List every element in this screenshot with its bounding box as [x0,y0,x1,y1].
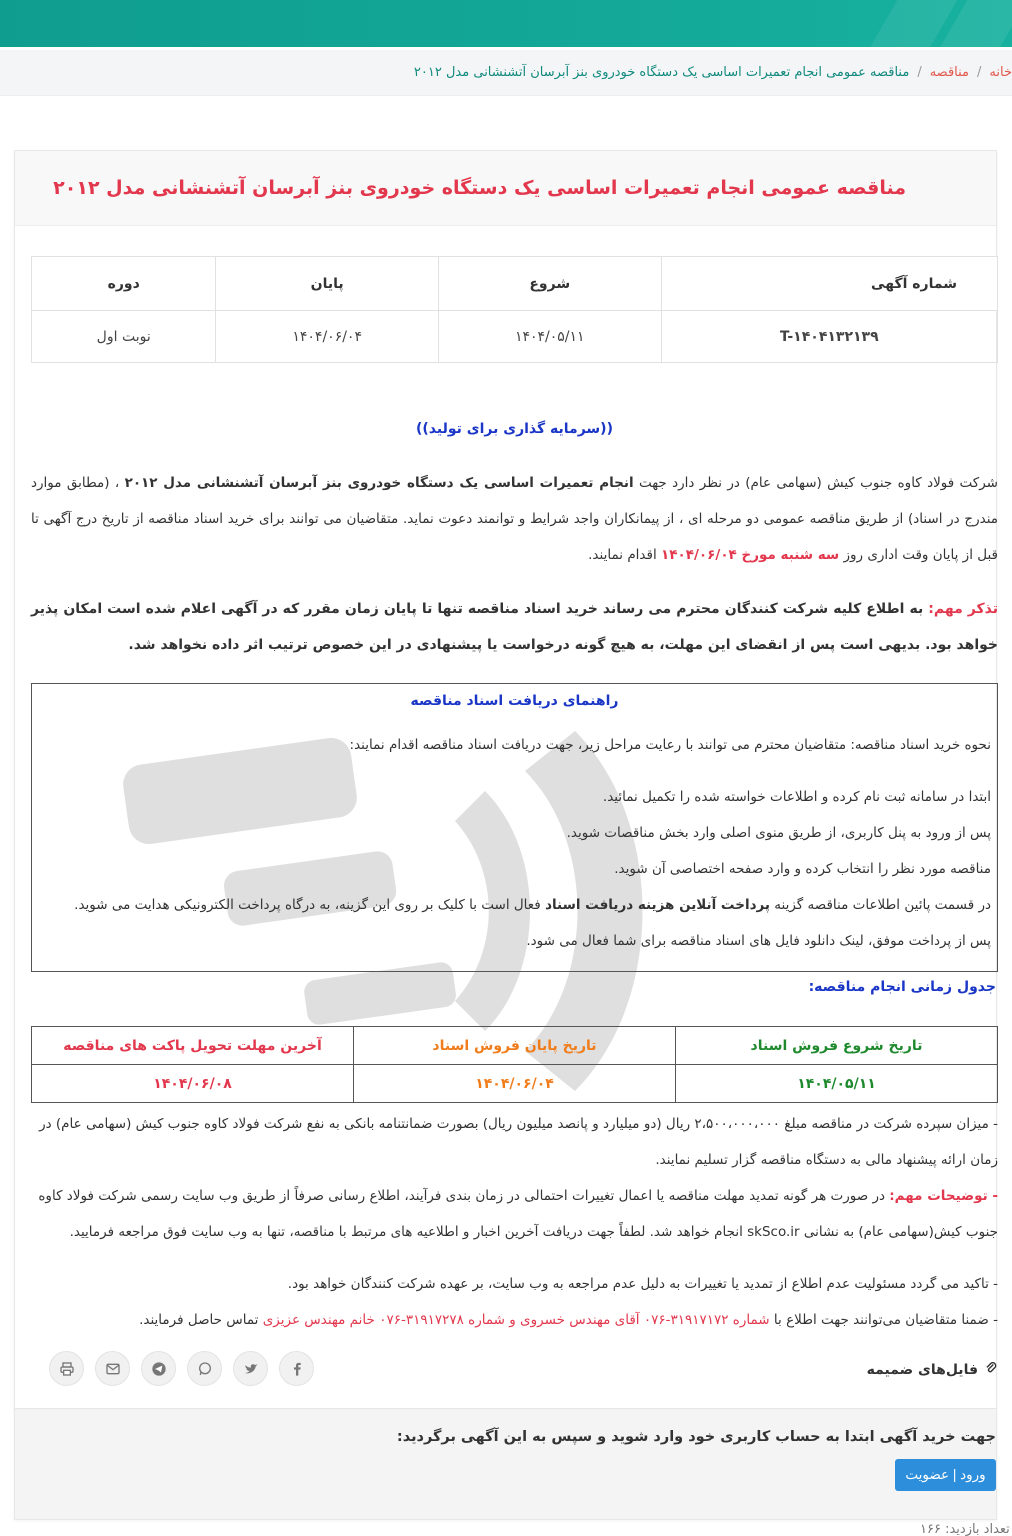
share-row [31,1351,998,1391]
login-prompt [15,1408,996,1519]
attachments-label: فایل‌های ضمیمه [866,1362,978,1378]
guide-step-4a: در قسمت پائین اطلاعات مناقصه گزینه [774,897,991,913]
guide-intro: نحوه خرید اسناد مناقصه: متقاضیان محترم می توانند با رعایت مراحل زیر، جهت دریافت اسناد مناقصه اقدام نمایند: [349,737,991,753]
breadcrumb-separator: / [977,65,982,80]
header-start: شروع [438,257,661,311]
ad-number-value: T-۱۴۰۴۱۳۲۱۳۹ [661,311,997,363]
contact-phones: شماره ۳۱۹۱۷۱۷۲-۰۷۶ آقای مهندس خسروی و شماره ۳۱۹۱۷۲۷۸-۰۷۶ خانم مهندس عزیزی [262,1312,770,1328]
top-header-bar [0,0,1012,47]
schedule-title: جدول زمانی انجام مناقصه: [808,979,996,995]
breadcrumb-home[interactable]: خانه [989,65,1012,80]
twitter-icon[interactable] [233,1351,268,1386]
explanation-note [31,1178,998,1250]
facebook-icon[interactable] [279,1351,314,1386]
telegram-icon[interactable] [141,1351,176,1386]
contact-note [31,1302,998,1338]
guide-step: مناقصه مورد نظر را انتخاب کرده و وارد صفحه اختصاصی آن شوید. [614,861,991,877]
schedule-header-end: تاریخ پایان فروش اسناد [354,1027,676,1065]
end-date-value: ۱۴۰۴/۰۶/۰۴ [216,311,439,363]
purchase-guide-box [31,683,998,972]
header-end: پایان [216,257,439,311]
intro-deadline: سه شنبه مورخ ۱۴۰۴/۰۶/۰۴ [661,547,840,563]
whatsapp-icon[interactable] [187,1351,222,1386]
notice-text: به اطلاع کلیه شرکت کنندگان محترم می رساند خرید اسناد مناقصه تنها تا پایان زمان مقرر که در آگهی اعلام شده است امکان پذیر خواهد بود. بدیهی است پس از انقضای این مهلت، به هیچ گونه درخواست یا پیشنهادی در این خصوص ترتیب اثر داده نخواهد شد. [31,601,998,653]
header-round: دوره [32,257,216,311]
intro-paragraph [31,465,998,573]
contact-text-a: - ضمنا متقاضیان می‌توانند جهت اطلاع با [773,1312,998,1328]
intro-subject: انجام تعمیرات اساسی یک دستگاه خودروی بنز آبرسان آتشنشانی مدل ۲۰۱۲ [124,475,634,491]
responsibility-note: - تاکید می گردد مسئولیت عدم اطلاع از تمدید یا تغییرات به دلیل عدم مراجعه به وب سایت، بر عهده شرکت کنندگان خواهد بود. [287,1276,998,1292]
guide-title: راهنمای دریافت اسناد مناقصه [410,693,619,709]
tender-info-table [31,256,998,363]
notes-section [31,1106,998,1338]
intro-text-3: اقدام نمایند. [588,547,657,563]
guide-step: پس از ورود به پنل کاربری، از طریق منوی اصلی وارد بخش مناقصات شوید. [566,825,991,841]
paperclip-icon [984,1361,998,1379]
notice-label: تذکر مهم: [928,601,998,617]
page-title: مناقصه عمومی انجام تعمیرات اساسی یک دستگاه خودروی بنز آبرسان آتشنشانی مدل ۲۰۱۲ [53,177,906,199]
guide-step: ابتدا در سامانه ثبت نام کرده و اطلاعات خواسته شده را تکمیل نمائید. [602,789,991,805]
schedule-start-date: ۱۴۰۴/۰۵/۱۱ [676,1065,998,1103]
intro-text-2: ، (مطابق موارد مندرج در اسناد) از طریق مناقصه عمومی دو مرحله ای ، از پیمانکاران واجد شرایط و توانمند دعوت نماید. متقاضیان می توانند برای خرید اسناد مناقصه از تاریخ درج آگهی تا قبل از پایان وقت اداری روز [31,475,998,563]
guide-step [32,887,991,923]
attachments-heading [867,1361,998,1379]
email-icon[interactable] [95,1351,130,1386]
guide-step-4c: فعال است با کلیک بر روی این گزینه، به درگاه پرداخت الکترونیکی هدایت می شوید. [74,897,541,913]
intro-text-1: شرکت فولاد کاوه جنوب کیش (سهامی عام) در نظر دارد جهت [638,475,998,491]
deposit-note: - میزان سپرده شرکت در مناقصه مبلغ ۲،۵۰۰،۰۰۰،۰۰۰ ریال (دو میلیارد و پانصد میلیون ریال) بصورت ضمانتنامه بانکی به نفع شرکت فولاد کاوه جنوب کیش (سهامی عام) در زمان ارائه پیشنهاد مالی به دستگاه مناقصه گزار تسلیم نمایند. [39,1116,998,1168]
guide-step-4b: پرداخت آنلاین هزینه دریافت اسناد [545,897,770,913]
guide-steps [32,779,997,959]
breadcrumb-current: مناقصه عمومی انجام تعمیرات اساسی یک دستگاه خودروی بنز آبرسان آتشنشانی مدل ۲۰۱۲ [413,65,910,80]
schedule-header-deadline: آخرین مهلت تحویل پاکت های مناقصه [32,1027,354,1065]
schedule-end-date: ۱۴۰۴/۰۶/۰۴ [354,1065,676,1103]
explanation-label: - توضیحات مهم: [889,1188,998,1204]
schedule-deadline-date: ۱۴۰۴/۰۶/۰۸ [32,1065,354,1103]
contact-text-c: تماس حاصل فرمایند. [139,1312,259,1328]
tender-card [14,150,997,1520]
schedule-table [31,1026,998,1103]
breadcrumb-section[interactable]: مناقصه [929,65,970,80]
start-date-value: ۱۴۰۴/۰۵/۱۱ [438,311,661,363]
slogan: ((سرمایه گذاری برای تولید)) [416,421,613,437]
print-icon[interactable] [49,1351,84,1386]
visit-count: تعداد بازدید: ۱۶۶ [920,1522,1010,1536]
round-value: نوبت اول [32,311,216,363]
breadcrumb-separator: / [917,65,922,80]
important-notice [31,591,998,663]
guide-step: پس از پرداخت موفق، لینک دانلود فایل های اسناد مناقصه برای شما فعال می شود. [526,933,991,949]
header-ad-number: شماره آگهی [661,257,997,311]
login-message: جهت خرید آگهی ابتدا به حساب کاربری خود وارد شوید و سپس به این آگهی برگردید: [396,1429,996,1445]
card-header [15,151,996,226]
schedule-header-start: تاریخ شروع فروش اسناد [676,1027,998,1065]
explanation-text: در صورت هر گونه تمدید مهلت مناقصه یا اعمال تغییرات احتمالی در زمان بندی فرآیند، اطلاع رسانی صرفاً از طریق وب سایت رسمی شرکت فولاد کاوه جنوب کیش(سهامی عام) به نشانی skSco.ir انجام خواهد شد. لطفاً جهت دریافت آخرین اخبار و اطلاعیه های مرتبط با مناقصه، تنها به وب سایت فوق مراجعه فرمایید. [38,1188,998,1240]
login-register-button[interactable]: ورود | عضویت [895,1459,996,1491]
share-buttons [49,1351,314,1386]
breadcrumb [0,50,1012,96]
